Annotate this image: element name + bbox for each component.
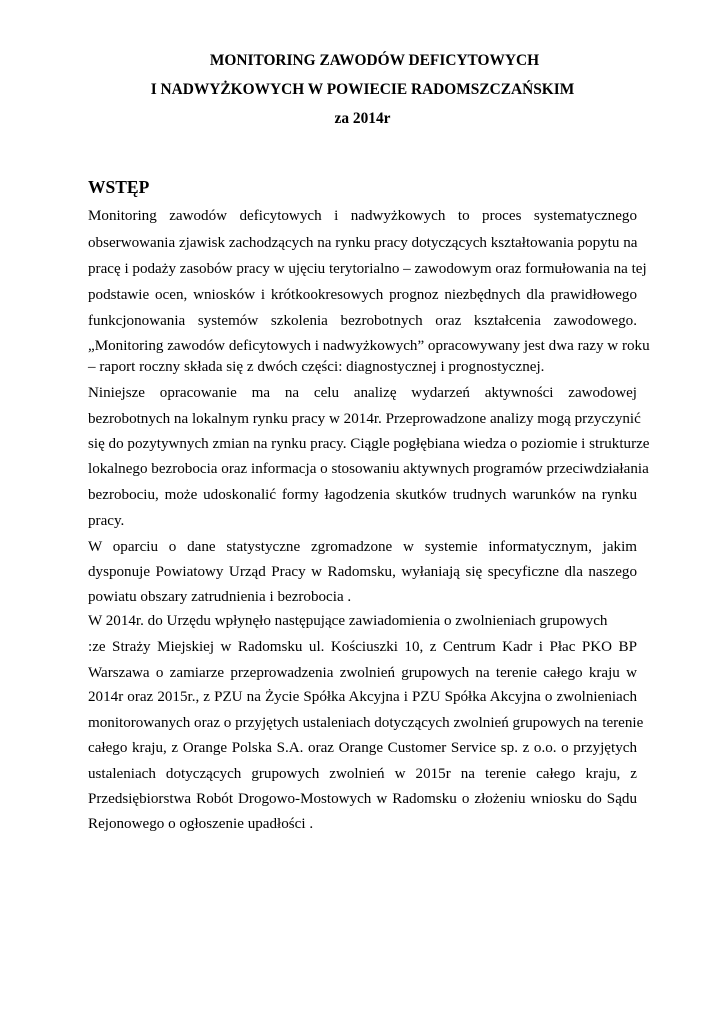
text-line: – raport roczny składa się z dwóch części: diagnostycznej i prognostycznej. bbox=[88, 359, 545, 375]
text-line: ustaleniach dotyczących grupowych zwolnień w 2015r na terenie całego kraju, z bbox=[88, 766, 637, 782]
text-line: się do pozytywnych zmian na rynku pracy. Ciągle pogłębiana wiedza o poziomie i strukturze bbox=[88, 436, 650, 452]
text-line: Warszawa o zamiarze przeprowadzenia zwolnień grupowych na terenie całego kraju w bbox=[88, 665, 637, 681]
text-line: pracy. bbox=[88, 513, 125, 529]
text-line: powiatu obszary zatrudnienia i bezrobocia . bbox=[88, 589, 352, 605]
text-line: W oparciu o dane statystyczne zgromadzone w systemie informatycznym, jakim bbox=[88, 539, 637, 555]
text-line: pracę i podaży zasobów pracy w ujęciu terytorialno – zawodowym oraz formułowania na tej bbox=[88, 261, 647, 277]
text-line: monitorowanych oraz o przyjętych ustaleniach dotyczących zwolnień grupowych na terenie bbox=[88, 715, 644, 731]
section-heading: WSTĘP bbox=[88, 177, 150, 197]
text-line: całego kraju, z Orange Polska S.A. oraz Orange Customer Service sp. z o.o. o przyjętych bbox=[88, 740, 637, 756]
text-line: lokalnego bezrobocia oraz informacja o stosowaniu aktywnych programów przeciwdziałania bbox=[88, 461, 649, 477]
text-line: Przedsiębiorstwa Robót Drogowo-Mostowych w Radomsku o złożeniu wniosku do Sądu bbox=[88, 791, 637, 807]
text-line: Monitoring zawodów deficytowych i nadwyżkowych to proces systematycznego bbox=[88, 208, 637, 224]
text-line: dysponuje Powiatowy Urząd Pracy w Radomsku, wyłaniają się specyficzne dla naszego bbox=[88, 564, 637, 580]
document-title-line-3: za 2014r bbox=[334, 110, 391, 127]
document-title-line-2: I NADWYŻKOWYCH W POWIECIE RADOMSZCZAŃSKIM bbox=[150, 81, 575, 98]
text-line: bezrobociu, może udoskonalić formy łagodzenia skutków trudnych warunków na rynku bbox=[88, 487, 637, 503]
document-title-line-1: MONITORING ZAWODÓW DEFICYTOWYCH bbox=[209, 52, 540, 69]
text-line: bezrobotnych na lokalnym rynku pracy w 2014r. Przeprowadzone analizy mogą przyczynić bbox=[88, 411, 641, 427]
text-line: W 2014r. do Urzędu wpłynęło następujące zawiadomienia o zwolnieniach grupowych bbox=[88, 613, 608, 629]
text-line: Niniejsze opracowanie ma na celu analizę wydarzeń aktywności zawodowej bbox=[88, 385, 637, 401]
text-line: podstawie ocen, wniosków i krótkookresowych prognoz niezbędnych dla prawidłowego bbox=[88, 287, 637, 303]
text-line: obserwowania zjawisk zachodzących na rynku pracy dotyczących kształtowania popytu na bbox=[88, 235, 638, 251]
text-line: :ze Straży Miejskiej w Radomsku ul. Kościuszki 10, z Centrum Kadr i Płac PKO BP bbox=[88, 639, 637, 655]
text-line: 2014r oraz 2015r., z PZU na Życie Spółka Akcyjna i PZU Spółka Akcyjna o zwolnieniach bbox=[88, 689, 637, 705]
text-line: „Monitoring zawodów deficytowych i nadwyżkowych” opracowywany jest dwa razy w roku bbox=[88, 338, 650, 354]
text-line: funkcjonowania systemów szkolenia bezrobotnych oraz kształcenia zawodowego. bbox=[88, 313, 637, 329]
text-line: Rejonowego o ogłoszenie upadłości . bbox=[88, 816, 314, 832]
